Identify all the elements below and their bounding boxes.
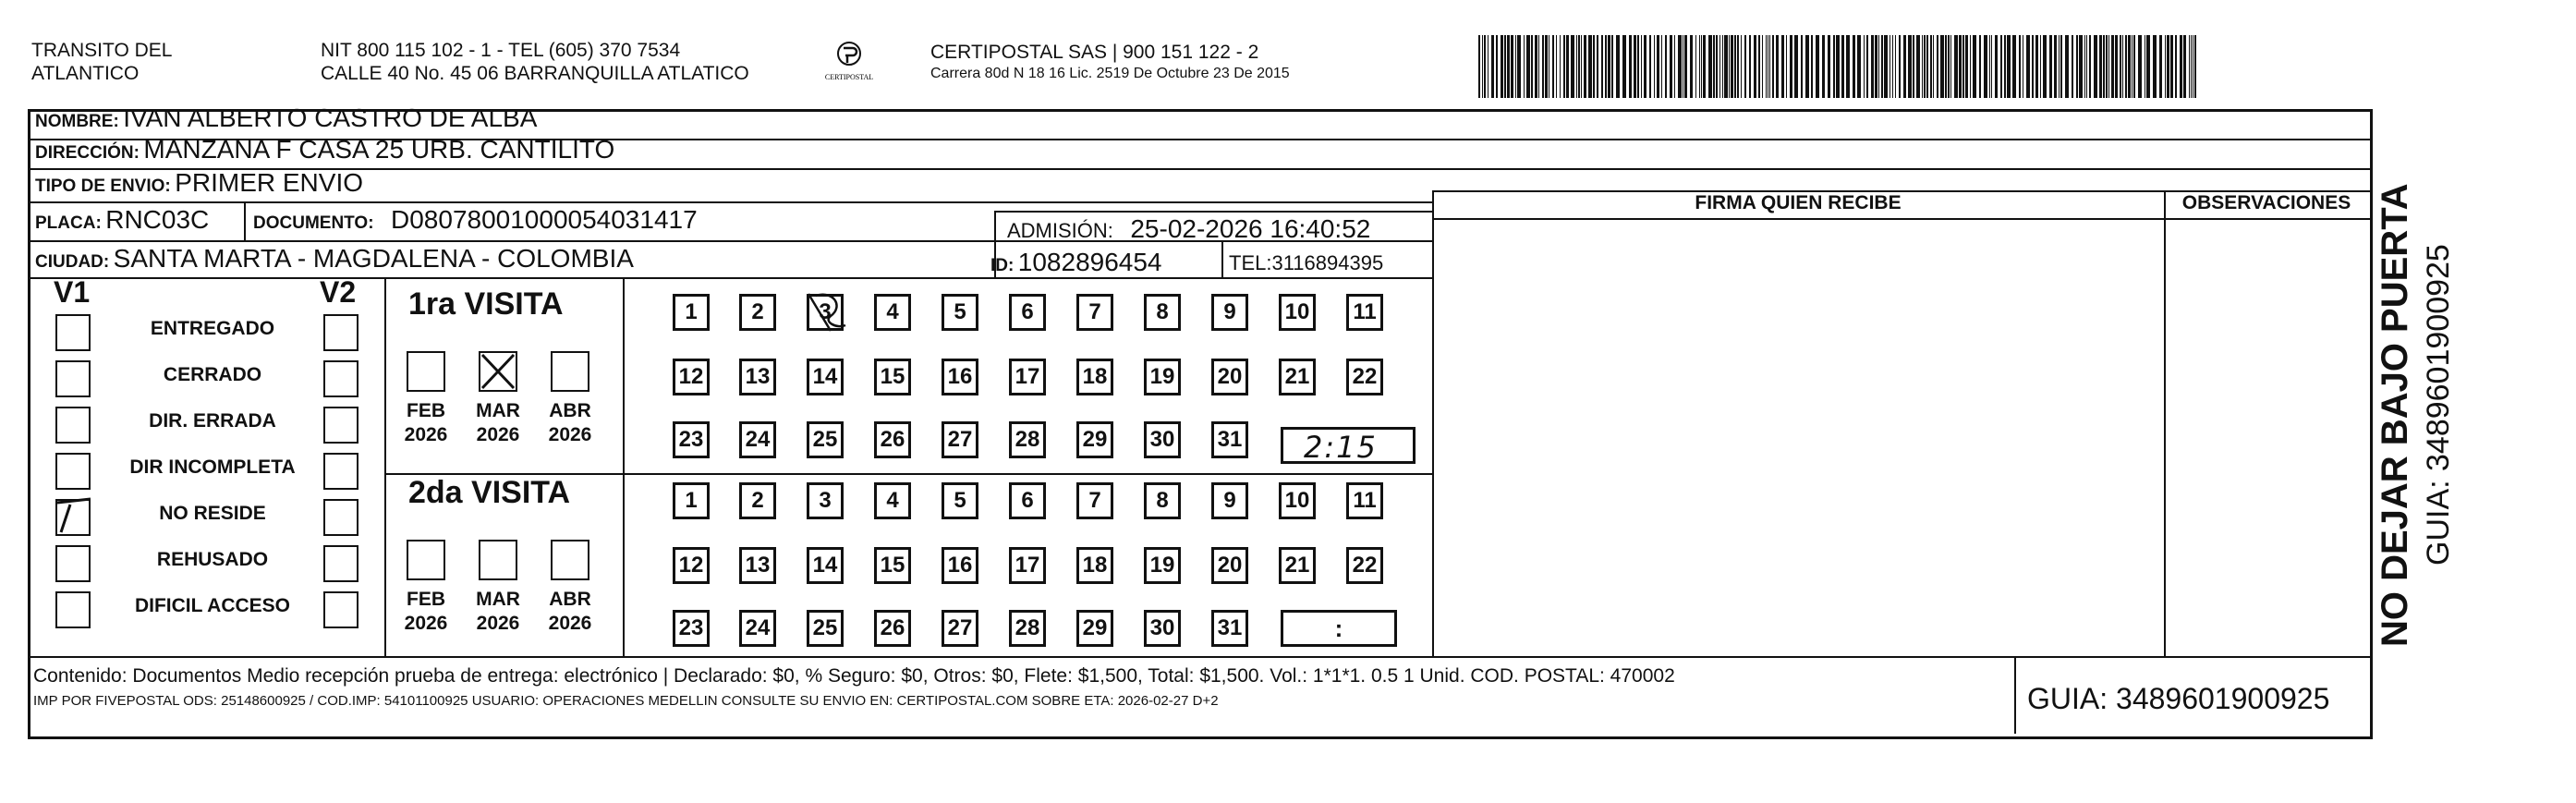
v1-checkbox[interactable] — [55, 314, 91, 351]
admision-value: 25-02-2026 16:40:52 — [1130, 214, 1371, 243]
ciudad-label: CIUDAD: — [35, 252, 110, 272]
nombre-row — [35, 103, 537, 133]
day-box[interactable]: 12 — [673, 547, 710, 584]
issuer-line2: ATLANTICO — [31, 63, 140, 84]
day-box[interactable]: 30 — [1144, 610, 1181, 647]
day-box[interactable]: 8 — [1144, 482, 1181, 519]
day-box[interactable]: 11 — [1346, 294, 1383, 331]
status-option-label: DIR. ERRADA — [149, 410, 276, 432]
month-name: MAR — [476, 589, 520, 610]
day-box[interactable]: 4 — [874, 294, 911, 331]
issuer-contact — [321, 39, 749, 85]
visit1-time-box[interactable] — [1281, 427, 1416, 464]
day-box[interactable]: 31 — [1211, 421, 1248, 458]
documento-label: DOCUMENTO: — [253, 213, 374, 233]
admision-label: ADMISIÓN: — [1007, 219, 1113, 242]
month-checkbox[interactable] — [479, 351, 517, 392]
logo-icon — [817, 35, 881, 91]
license-line: Carrera 80d N 18 16 Lic. 2519 De Octubre 23 De 2015 — [930, 66, 1290, 81]
month-name: MAR — [476, 400, 520, 421]
side-guia: GUIA: 3489601900925 — [2421, 244, 2456, 566]
row-divider — [994, 211, 1432, 213]
day-box[interactable]: 21 — [1279, 359, 1316, 395]
placa-label: PLACA: — [35, 213, 102, 233]
certipostal-logo — [817, 35, 881, 91]
month-year: 2026 — [476, 424, 520, 445]
day-box[interactable]: 9 — [1211, 482, 1248, 519]
day-box[interactable]: 22 — [1346, 359, 1383, 395]
day-box[interactable]: 29 — [1076, 610, 1113, 647]
tipo-label: TIPO DE ENVIO: — [35, 176, 171, 196]
row-divider — [28, 277, 1432, 279]
v1-checkbox[interactable] — [55, 407, 91, 444]
day-box[interactable]: 24 — [739, 421, 776, 458]
day-box[interactable]: 17 — [1009, 547, 1046, 584]
admision-field — [1007, 214, 1370, 244]
day-box[interactable]: 15 — [874, 547, 911, 584]
row-divider — [28, 656, 2370, 658]
v1-checkbox[interactable] — [55, 545, 91, 582]
day-box[interactable]: 8 — [1144, 294, 1181, 331]
month-year: 2026 — [404, 613, 448, 634]
day-box[interactable]: 14 — [807, 359, 844, 395]
documento-value: D08078001000054031417 — [391, 205, 698, 234]
day-box[interactable]: 17 — [1009, 359, 1046, 395]
month-label — [398, 399, 454, 447]
day-box[interactable]: 20 — [1211, 547, 1248, 584]
day-box[interactable]: 18 — [1076, 547, 1113, 584]
nombre-label: NOMBRE: — [35, 112, 119, 131]
ciudad-value: SANTA MARTA - MAGDALENA - COLOMBIA — [113, 244, 634, 273]
day-box[interactable]: 25 — [807, 610, 844, 647]
tel-field — [1229, 251, 1383, 275]
day-box[interactable]: 19 — [1144, 359, 1181, 395]
day-box[interactable]: 11 — [1346, 482, 1383, 519]
status-option-label: ENTREGADO — [150, 318, 275, 339]
day-box[interactable]: 6 — [1009, 482, 1046, 519]
tel-value: 3116894395 — [1271, 251, 1384, 274]
visit1-handwritten-time: 2:15 — [1304, 430, 1378, 465]
check-mark-icon — [54, 495, 91, 536]
id-value: 1082896454 — [1017, 248, 1162, 276]
day-box[interactable]: 14 — [807, 547, 844, 584]
svg-text:CERTIPOSTAL: CERTIPOSTAL — [824, 73, 874, 81]
tipo-row — [35, 168, 363, 198]
month-checkbox[interactable] — [407, 540, 445, 580]
month-name: FEB — [407, 400, 445, 421]
handwritten-mark-icon — [803, 288, 849, 335]
visit1-title: 1ra VISITA — [408, 286, 564, 322]
day-box[interactable]: 5 — [942, 294, 978, 331]
status-option-label: CERRADO — [163, 364, 262, 385]
month-checkbox[interactable] — [407, 351, 445, 392]
month-name: FEB — [407, 589, 445, 610]
month-label — [542, 399, 598, 447]
day-box[interactable]: 22 — [1346, 547, 1383, 584]
tel-label: TEL: — [1229, 251, 1272, 274]
placa-value: RNC03C — [105, 205, 210, 234]
month-name: ABR — [549, 589, 591, 610]
day-box[interactable]: 7 — [1076, 482, 1113, 519]
month-checkbox[interactable] — [551, 351, 589, 392]
day-box[interactable]: 23 — [673, 610, 710, 647]
v1-checkbox[interactable] — [55, 453, 91, 490]
footer-content-line: Contenido: Documentos Medio recepción prueba de entrega: electrónico | Declarado: $0, % Seguro: $0, Otros: $0, Flete: $1,500, Total: $1,500. Vol.: 1*1*1. 0.5 1 Unid. COD. POSTAL: 470002 — [33, 665, 1675, 687]
month-name: ABR — [549, 400, 591, 421]
direccion-row — [35, 135, 614, 164]
v2-header: V2 — [320, 275, 357, 309]
month-label — [542, 588, 598, 636]
month-year: 2026 — [476, 613, 520, 634]
day-box[interactable]: 5 — [942, 482, 978, 519]
barcode-icon — [1478, 35, 2199, 98]
issuer-name — [31, 39, 172, 85]
day-box[interactable]: 16 — [942, 547, 978, 584]
documento-field — [253, 205, 698, 235]
day-box[interactable]: 15 — [874, 359, 911, 395]
day-box[interactable]: 10 — [1279, 482, 1316, 519]
day-box[interactable]: 19 — [1144, 547, 1181, 584]
observaciones-header: OBSERVACIONES — [2181, 192, 2351, 213]
month-checkbox[interactable] — [479, 540, 517, 580]
observaciones-area[interactable] — [2166, 220, 2367, 654]
day-box[interactable]: 25 — [807, 421, 844, 458]
no-dejar-bajo-puerta: NO DEJAR BAJO PUERTA — [2375, 183, 2415, 647]
day-box[interactable]: 9 — [1211, 294, 1248, 331]
status-option-label: DIFICIL ACCESO — [134, 595, 290, 616]
day-box[interactable]: 13 — [739, 359, 776, 395]
day-box[interactable]: 16 — [942, 359, 978, 395]
signature-area[interactable] — [1434, 220, 2162, 654]
col-divider — [623, 277, 625, 656]
day-box[interactable]: 29 — [1076, 421, 1113, 458]
day-box[interactable]: 28 — [1009, 421, 1046, 458]
day-box[interactable]: 28 — [1009, 610, 1046, 647]
month-year: 2026 — [404, 424, 448, 445]
row-divider — [28, 201, 1432, 203]
v1-header: V1 — [54, 275, 91, 309]
day-box[interactable]: 12 — [673, 359, 710, 395]
status-option-label: NO RESIDE — [159, 503, 266, 524]
visit2-time-box[interactable]: : — [1281, 610, 1397, 647]
month-year: 2026 — [548, 613, 592, 634]
month-label — [470, 399, 526, 447]
nombre-value: IVAN ALBERTO CASTRO DE ALBA — [123, 103, 538, 132]
day-box[interactable]: 1 — [673, 294, 710, 331]
issuer-line1: TRANSITO DEL — [31, 40, 173, 61]
day-box[interactable]: 24 — [739, 610, 776, 647]
day-box[interactable]: 21 — [1279, 547, 1316, 584]
id-label: ID: — [990, 256, 1015, 275]
day-box[interactable]: 13 — [739, 547, 776, 584]
day-box[interactable]: 30 — [1144, 421, 1181, 458]
day-box[interactable]: 10 — [1279, 294, 1316, 331]
tipo-value: PRIMER ENVIO — [175, 168, 364, 197]
month-label — [470, 588, 526, 636]
day-box[interactable]: 26 — [874, 610, 911, 647]
status-option-label: REHUSADO — [156, 549, 269, 570]
day-box[interactable]: 26 — [874, 421, 911, 458]
x-mark-icon — [480, 353, 516, 390]
col-divider — [244, 201, 246, 240]
day-box[interactable]: 3 — [807, 294, 844, 331]
day-box[interactable]: 27 — [942, 421, 978, 458]
day-box[interactable]: 3 — [807, 482, 844, 519]
col-divider — [384, 277, 386, 656]
barcode — [1478, 35, 2199, 98]
footer-print-line: IMP POR FIVEPOSTAL ODS: 25148600925 / COD.IMP: 54101100925 USUARIO: OPERACIONES MEDELLIN CONSULTE SU ENVIO EN: CERTIPOSTAL.COM SOBRE ETA: 2026-02-27 D+2 — [33, 693, 1219, 709]
visit2-title: 2da VISITA — [408, 475, 571, 510]
month-checkbox[interactable] — [551, 540, 589, 580]
direccion-label: DIRECCIÓN: — [35, 143, 140, 163]
footer-guia: GUIA: 3489601900925 — [2027, 682, 2330, 715]
day-box[interactable]: 7 — [1076, 294, 1113, 331]
day-box[interactable]: 6 — [1009, 294, 1046, 331]
day-box[interactable]: 23 — [673, 421, 710, 458]
address-line: CALLE 40 No. 45 06 BARRANQUILLA ATLATICO — [321, 63, 749, 84]
day-box[interactable]: 27 — [942, 610, 978, 647]
col-divider — [1221, 242, 1223, 277]
col-divider — [2014, 656, 2016, 734]
id-field — [990, 248, 1162, 277]
day-box[interactable]: 20 — [1211, 359, 1248, 395]
day-box[interactable]: 2 — [739, 294, 776, 331]
month-year: 2026 — [548, 424, 592, 445]
day-box[interactable]: 31 — [1211, 610, 1248, 647]
status-option-label: DIR INCOMPLETA — [129, 456, 296, 478]
day-box[interactable]: 2 — [739, 482, 776, 519]
placa-field — [35, 205, 209, 235]
row-divider — [28, 168, 2370, 170]
ciudad-row — [35, 244, 634, 274]
direccion-value: MANZANA F CASA 25 URB. CANTILITO — [143, 135, 615, 164]
firma-header: FIRMA QUIEN RECIBE — [1695, 192, 1902, 213]
day-box[interactable]: 18 — [1076, 359, 1113, 395]
month-label — [398, 588, 454, 636]
company-info — [930, 41, 1290, 82]
v1-checkbox[interactable] — [55, 591, 91, 628]
nit-line: NIT 800 115 102 - 1 - TEL (605) 370 7534 — [321, 40, 681, 61]
company-line: CERTIPOSTAL SAS | 900 151 122 - 2 — [930, 42, 1259, 63]
day-box[interactable]: 4 — [874, 482, 911, 519]
v1-checkbox[interactable] — [55, 360, 91, 397]
day-box[interactable]: 1 — [673, 482, 710, 519]
